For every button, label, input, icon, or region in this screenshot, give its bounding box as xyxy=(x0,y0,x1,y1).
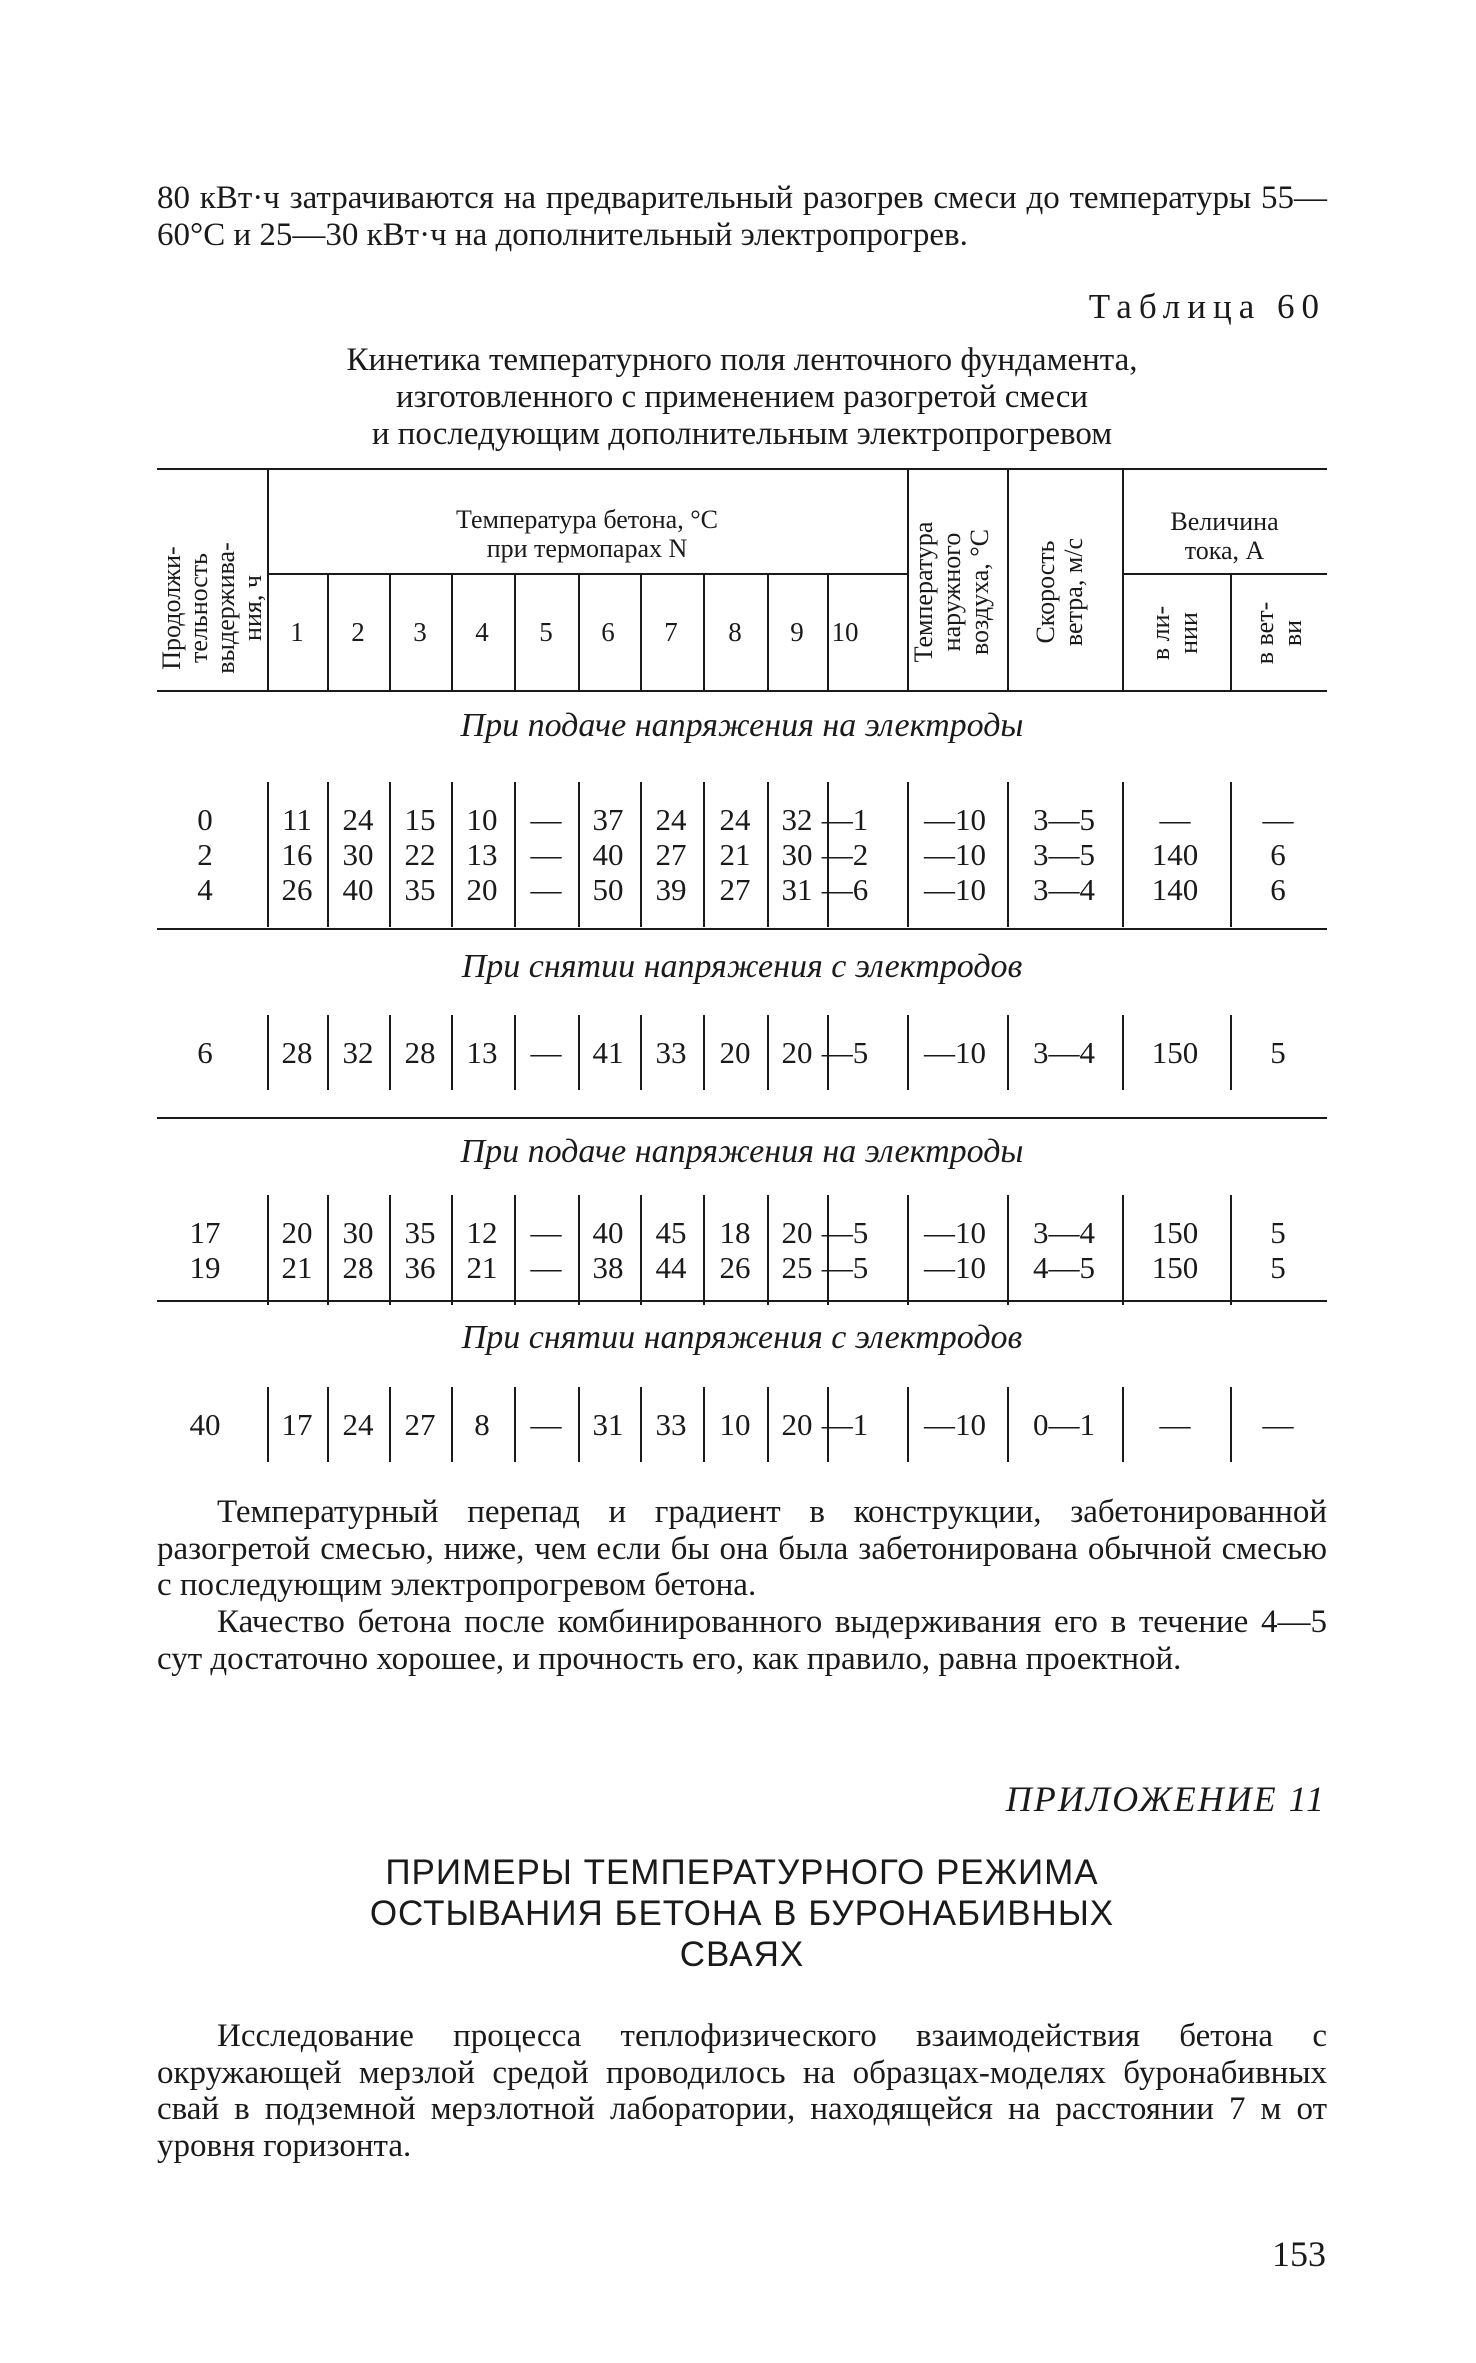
table-cell: 24 xyxy=(719,802,751,837)
table-cell: 18 xyxy=(719,1215,751,1250)
column-divider xyxy=(1007,782,1009,927)
air-temp-header xyxy=(910,482,1006,702)
table-cell: 5 xyxy=(1270,1250,1286,1285)
table-cell: — xyxy=(530,1215,562,1250)
table-cell: —10 xyxy=(924,837,986,872)
table-cell: 40 xyxy=(592,1215,624,1250)
current-header-line: тока, А xyxy=(1184,536,1265,565)
table-cell: 3—4 xyxy=(1033,1035,1095,1070)
table-top-rule xyxy=(157,468,1327,470)
thermocouple-label: 2 xyxy=(351,617,365,647)
appendix-title-line: ОСТЫВАНИЯ БЕТОНА В БУРОНАБИВНЫХ xyxy=(369,1894,1115,1933)
in-branch-header xyxy=(1251,583,1307,683)
column-divider xyxy=(1007,1015,1009,1090)
table-cell: 21 xyxy=(281,1250,313,1285)
table-cell: 150 xyxy=(1151,1035,1199,1070)
table-cell: 6 xyxy=(1270,837,1286,872)
table-cell: 27 xyxy=(404,1407,436,1442)
table-cell: 36 xyxy=(404,1250,436,1285)
table-cell: —2 xyxy=(821,837,869,872)
table-cell: 20 xyxy=(466,872,498,907)
section-rule xyxy=(157,1300,1327,1302)
table-cell: 41 xyxy=(592,1035,624,1070)
table-cell: 30 xyxy=(342,837,374,872)
table-cell: 5 xyxy=(1270,1215,1286,1250)
table-cell: 17 xyxy=(281,1407,313,1442)
table-cell: 17 xyxy=(189,1215,221,1250)
table-cell: —5 xyxy=(821,1250,869,1285)
current-header xyxy=(1122,507,1327,565)
table-cell: —1 xyxy=(821,1407,869,1442)
section-title: При снятии напряжения с электродов xyxy=(461,1319,1023,1356)
table-cell: —10 xyxy=(924,872,986,907)
air-temp-header-line: наружного xyxy=(937,532,966,652)
table-cell: 6 xyxy=(197,1035,213,1070)
table-cell: 13 xyxy=(466,1035,498,1070)
table-cell: 37 xyxy=(592,802,624,837)
column-divider xyxy=(1122,782,1124,927)
table-cell: —5 xyxy=(821,1215,869,1250)
table-cell: 33 xyxy=(655,1407,687,1442)
section-title: При подаче напряжения на электроды xyxy=(460,707,1024,744)
table-cell: 10 xyxy=(466,802,498,837)
table-cell: 40 xyxy=(342,872,374,907)
table-cell: 20 xyxy=(281,1215,313,1250)
table-cell: 8 xyxy=(474,1407,490,1442)
table-cell: 4—5 xyxy=(1033,1250,1095,1285)
table-cell: 0—1 xyxy=(1033,1407,1095,1442)
appendix-title-line: СВАЯХ xyxy=(679,1935,805,1974)
table-cell: — xyxy=(1262,802,1294,837)
body-paragraph: Исследование процесса теплофизического взаимодействия бетона с окружающей мерзлой средой проводилось на образцах-моделях буронабивных свай в подземной мерзлотной лаборатории, находящейся на расстоянии 7 м от уровня горизонта. xyxy=(157,2018,1327,2164)
table-cell: 30 xyxy=(781,837,813,872)
column-divider xyxy=(1122,1387,1124,1462)
thermocouple-label: 8 xyxy=(728,617,742,647)
concrete-temp-header-line: Температура бетона, °С xyxy=(456,505,718,534)
wind-speed-header-line: ветра, м/с xyxy=(1059,537,1088,647)
table-cell: 2 xyxy=(197,837,213,872)
table-title-line: Кинетика температурного поля ленточного фундамента, xyxy=(346,342,1138,378)
table-cell: 45 xyxy=(655,1215,687,1250)
in-branch-header-line: в вет- xyxy=(1250,601,1279,665)
table-cell: — xyxy=(530,1407,562,1442)
table-cell: 10 xyxy=(719,1407,751,1442)
duration-header-line: Продолжи- xyxy=(157,546,186,670)
thermocouple-label: 5 xyxy=(539,617,553,647)
column-divider xyxy=(1007,1387,1009,1462)
table-cell: —6 xyxy=(821,872,869,907)
table-cell: —10 xyxy=(924,802,986,837)
table-number: Таблица 60 xyxy=(1088,287,1326,326)
page-number: 153 xyxy=(1272,2234,1326,2274)
section-rule xyxy=(157,928,1327,930)
appendix-label: ПРИЛОЖЕНИЕ 11 xyxy=(1005,1779,1326,1819)
table-cell: 3—4 xyxy=(1033,872,1095,907)
table-cell: 24 xyxy=(655,802,687,837)
table-cell: 30 xyxy=(342,1215,374,1250)
thermocouple-label: 3 xyxy=(413,617,427,647)
current-header-line: Величина xyxy=(1170,507,1279,536)
concrete-temp-header xyxy=(267,505,907,563)
body-paragraph: Качество бетона после комбинированного выдерживания его в течение 4—5 сут достаточно хорошее, и прочность его, как правило, равна проектной. xyxy=(157,1604,1327,1677)
in-line-header-line: нии xyxy=(1174,612,1203,654)
table-cell: —10 xyxy=(924,1250,986,1285)
table-cell: 31 xyxy=(781,872,813,907)
table-cell: —1 xyxy=(821,802,869,837)
table-cell: 27 xyxy=(655,837,687,872)
intro-paragraph: 80 кВт·ч затрачиваются на предварительный разогрев смеси до температуры 55—60°С и 25—30 кВт·ч на дополнительный электропрогрев. xyxy=(157,180,1327,253)
table-cell: 33 xyxy=(655,1035,687,1070)
table-cell: 35 xyxy=(404,1215,436,1250)
wind-speed-header-line: Скорость xyxy=(1031,540,1060,644)
table-cell: 22 xyxy=(404,837,436,872)
table-title-line: изготовленного с применением разогретой смеси xyxy=(395,379,1089,415)
table-cell: 4 xyxy=(197,872,213,907)
header-sub-rule xyxy=(1122,573,1327,575)
table-cell: 0 xyxy=(197,802,213,837)
section-rule xyxy=(157,1117,1327,1119)
table-cell: 20 xyxy=(719,1035,751,1070)
table-cell: 150 xyxy=(1151,1215,1199,1250)
duration-header-line: тельность xyxy=(184,552,213,664)
table-cell: 21 xyxy=(466,1250,498,1285)
table-cell: — xyxy=(530,1250,562,1285)
appendix-title-line: ПРИМЕРЫ ТЕМПЕРАТУРНОГО РЕЖИМА xyxy=(385,1853,1099,1892)
table-cell: — xyxy=(530,837,562,872)
table-cell: 32 xyxy=(342,1035,374,1070)
thermocouple-label: 1 xyxy=(290,617,304,647)
in-branch-header-line: ви xyxy=(1278,619,1307,647)
thermocouple-label: 10 xyxy=(831,617,859,647)
air-temp-header-line: Температура xyxy=(909,521,938,663)
body-paragraph: Температурный перепад и градиент в конструкции, забетонированной разогретой смесью, ниже, чем если бы она была забетонирована обычной смесью с последующим электропрогревом бетона. xyxy=(157,1494,1327,1603)
duration-header-line: выдержива- xyxy=(211,542,240,674)
table-cell: 26 xyxy=(719,1250,751,1285)
table-cell: 13 xyxy=(466,837,498,872)
air-temp-header-line: воздуха, °С xyxy=(965,528,994,656)
header-divider xyxy=(1122,470,1124,690)
header-divider xyxy=(1230,575,1232,690)
table-cell: 50 xyxy=(592,872,624,907)
table-cell: 21 xyxy=(719,837,751,872)
header-bottom-rule xyxy=(157,690,1327,692)
table-cell: —5 xyxy=(821,1035,869,1070)
table-cell: 38 xyxy=(592,1250,624,1285)
in-line-header xyxy=(1147,583,1203,683)
table-cell: 12 xyxy=(466,1215,498,1250)
table-cell: — xyxy=(1159,802,1191,837)
section-title: При подаче напряжения на электроды xyxy=(460,1133,1024,1170)
column-divider xyxy=(1007,1195,1009,1305)
header-sub-rule xyxy=(267,573,907,575)
table-cell: 3—4 xyxy=(1033,1215,1095,1250)
table-cell: 27 xyxy=(719,872,751,907)
table-cell: —10 xyxy=(924,1215,986,1250)
thermocouple-label: 4 xyxy=(475,617,489,647)
table-cell: 39 xyxy=(655,872,687,907)
table-cell: —10 xyxy=(924,1035,986,1070)
thermocouple-label: 7 xyxy=(664,617,678,647)
table-cell: 28 xyxy=(281,1035,313,1070)
thermocouple-label: 6 xyxy=(601,617,615,647)
table-cell: 140 xyxy=(1151,837,1199,872)
table-cell: 20 xyxy=(781,1035,813,1070)
table-cell: 24 xyxy=(342,802,374,837)
header-divider xyxy=(1007,470,1009,690)
concrete-temp-header-line: при термопарах N xyxy=(486,534,688,563)
table-cell: 150 xyxy=(1151,1250,1199,1285)
thermocouple-label: 9 xyxy=(790,617,804,647)
table-cell: 28 xyxy=(342,1250,374,1285)
table-cell: 40 xyxy=(189,1407,221,1442)
table-cell: 11 xyxy=(282,802,312,837)
wind-speed-header xyxy=(1032,482,1096,702)
table-cell: 24 xyxy=(342,1407,374,1442)
table-cell: 28 xyxy=(404,1035,436,1070)
duration-header-line: ния, ч xyxy=(238,575,267,641)
column-divider xyxy=(1122,1195,1124,1305)
table-cell: 19 xyxy=(189,1250,221,1285)
table-cell: 16 xyxy=(281,837,313,872)
table-cell: 3—5 xyxy=(1033,837,1095,872)
section-title: При снятии напряжения с электродов xyxy=(461,948,1023,985)
table-cell: 35 xyxy=(404,872,436,907)
table-cell: 31 xyxy=(592,1407,624,1442)
table-cell: — xyxy=(530,1035,562,1070)
table-cell: 3—5 xyxy=(1033,802,1095,837)
in-line-header-line: в ли- xyxy=(1146,605,1175,661)
table-title xyxy=(157,342,1327,453)
table-cell: 20 xyxy=(781,1215,813,1250)
duration-header xyxy=(158,498,268,718)
table-cell: — xyxy=(530,802,562,837)
table-cell: 25 xyxy=(781,1250,813,1285)
table-cell: —10 xyxy=(924,1407,986,1442)
table-cell: 140 xyxy=(1151,872,1199,907)
table-cell: 6 xyxy=(1270,872,1286,907)
table-cell: 40 xyxy=(592,837,624,872)
table-title-line: и последующим дополнительным электропрогревом xyxy=(371,416,1113,452)
column-divider xyxy=(1122,1015,1124,1090)
table-cell: 20 xyxy=(781,1407,813,1442)
table-cell: — xyxy=(1262,1407,1294,1442)
table-cell: — xyxy=(1159,1407,1191,1442)
table-cell: — xyxy=(530,872,562,907)
appendix-title xyxy=(157,1852,1327,1975)
table-cell: 5 xyxy=(1270,1035,1286,1070)
table-cell: 32 xyxy=(781,802,813,837)
table-cell: 15 xyxy=(404,802,436,837)
table-cell: 26 xyxy=(281,872,313,907)
table-cell: 44 xyxy=(655,1250,687,1285)
